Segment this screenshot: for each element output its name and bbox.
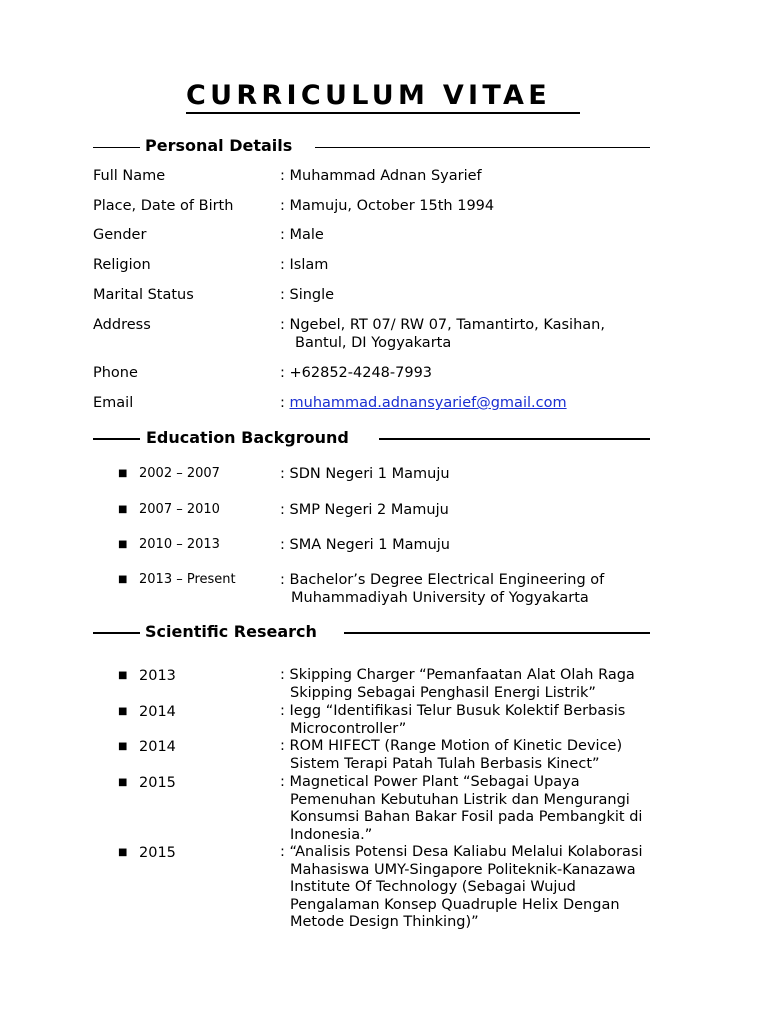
research-title — [280, 774, 680, 844]
research-line: Sistem Terapi Patah Tulah Berbasis Kinect” — [290, 755, 600, 772]
section-heading-personal — [93, 136, 650, 156]
heading-rule-right — [344, 632, 650, 634]
bullet-icon: ■ — [118, 670, 128, 681]
research-line: Mahasiswa UMY-Singapore Politeknik-Kanazawa — [290, 861, 636, 878]
research-year: 2014 — [139, 704, 176, 720]
bullet-icon: ■ — [118, 741, 128, 752]
bullet-icon: ■ — [118, 574, 128, 585]
heading-rule-left — [93, 632, 140, 634]
research-title — [280, 844, 680, 932]
research-line: Pemenuhan Kebutuhan Listrik dan Mengurangi — [290, 791, 630, 808]
section-title: Education Background — [146, 428, 349, 447]
research-year: 2015 — [139, 845, 176, 861]
education-years: 2013 – Present — [139, 572, 236, 587]
field-label: Marital Status — [93, 287, 194, 303]
field-value: : Islam — [280, 257, 329, 273]
heading-rule-left — [93, 147, 140, 148]
page-title: CURRICULUM VITAE — [186, 80, 551, 111]
heading-rule-left — [93, 438, 140, 440]
field-value — [280, 316, 605, 352]
research-line: : Skipping Charger “Pemanfaatan Alat Olah Raga — [280, 667, 635, 683]
research-line: Microcontroller” — [290, 720, 407, 737]
field-label: Place, Date of Birth — [93, 198, 234, 214]
education-years: 2010 – 2013 — [139, 537, 220, 552]
section-title: Personal Details — [145, 136, 293, 155]
research-line: Pengalaman Konsep Quadruple Helix Dengan — [290, 896, 620, 913]
bullet-icon: ■ — [118, 504, 128, 515]
education-years: 2007 – 2010 — [139, 502, 220, 517]
field-label: Phone — [93, 365, 138, 381]
address-line-1: : Ngebel, RT 07/ RW 07, Tamantirto, Kasihan, — [280, 317, 605, 333]
field-label: Religion — [93, 257, 151, 273]
email-prefix: : — [280, 395, 290, 411]
field-value — [280, 394, 567, 412]
research-line: : Magnetical Power Plant “Sebagai Upaya — [280, 774, 580, 790]
field-label: Gender — [93, 227, 147, 243]
bullet-icon: ■ — [118, 847, 128, 858]
section-heading-education — [93, 428, 650, 448]
bullet-icon: ■ — [118, 706, 128, 717]
education-line-1: : Bachelor’s Degree Electrical Engineering of — [280, 572, 605, 588]
heading-rule-right — [315, 147, 650, 148]
field-value: : Muhammad Adnan Syarief — [280, 168, 482, 184]
research-title — [280, 667, 680, 702]
education-school: : SMA Negeri 1 Mamuju — [280, 537, 450, 553]
research-title — [280, 738, 680, 773]
title-underline — [186, 112, 580, 114]
research-year: 2015 — [139, 775, 176, 791]
research-line: : ROM HIFECT (Range Motion of Kinetic Device) — [280, 738, 623, 754]
email-link[interactable]: muhammad.adnansyarief@gmail.com — [289, 395, 567, 411]
education-school: : SMP Negeri 2 Mamuju — [280, 502, 449, 518]
research-title — [280, 703, 680, 738]
research-line: Institute Of Technology (Sebagai Wujud — [290, 879, 576, 896]
heading-rule-right — [379, 438, 650, 440]
field-label: Email — [93, 395, 134, 411]
address-line-2: Bantul, DI Yogyakarta — [295, 335, 452, 351]
bullet-icon: ■ — [118, 468, 128, 479]
research-year: 2014 — [139, 739, 176, 755]
section-title: Scientific Research — [145, 622, 317, 641]
research-line: : Iegg “Identifikasi Telur Busuk Kolektif Berbasis — [280, 703, 626, 719]
research-line: Konsumsi Bahan Bakar Fosil pada Pembangkit di — [290, 809, 643, 826]
field-label: Full Name — [93, 168, 166, 184]
education-line-2: Muhammadiyah University of Yogyakarta — [291, 590, 589, 606]
research-line: : “Analisis Potensi Desa Kaliabu Melalui Kolaborasi — [280, 844, 643, 860]
field-value: : Mamuju, October 15th 1994 — [280, 198, 495, 214]
research-line: Metode Design Thinking)” — [290, 914, 479, 931]
research-year: 2013 — [139, 668, 176, 684]
research-line: Skipping Sebagai Penghasil Energi Listrik” — [290, 684, 596, 701]
bullet-icon: ■ — [118, 539, 128, 550]
bullet-icon: ■ — [118, 777, 128, 788]
section-heading-research — [93, 622, 650, 642]
field-value: : Single — [280, 287, 335, 303]
education-school: : SDN Negeri 1 Mamuju — [280, 466, 450, 482]
research-line: Indonesia.” — [290, 826, 373, 843]
education-years: 2002 – 2007 — [139, 466, 220, 481]
field-value: : Male — [280, 227, 324, 243]
field-label: Address — [93, 317, 151, 333]
field-value: : +62852-4248-7993 — [280, 365, 433, 381]
education-school — [280, 571, 604, 607]
